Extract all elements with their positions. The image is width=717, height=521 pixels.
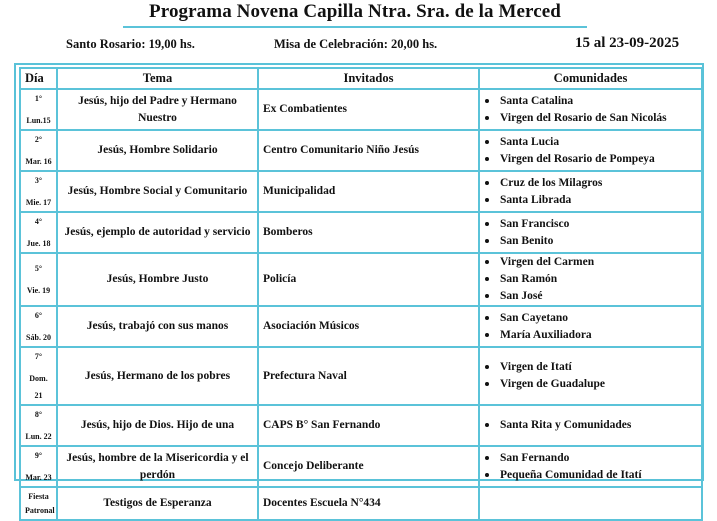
day-number: 5° — [34, 264, 43, 273]
invitados-cell: Concejo Deliberante — [258, 446, 479, 487]
invitados-cell: Municipalidad — [258, 171, 479, 212]
patronal-label: Patronal — [25, 505, 55, 515]
day-label: Mie. 17 — [25, 198, 52, 207]
day-cell — [20, 89, 57, 130]
comunidades-cell — [479, 253, 702, 306]
comunidades-cell — [479, 306, 702, 347]
day-label: Lun.15 — [26, 116, 51, 125]
page-title: Programa Novena Capilla Ntra. Sra. de la Merced — [149, 1, 561, 22]
table-row — [20, 253, 702, 306]
day-cell — [20, 405, 57, 446]
comunidades-cell — [479, 130, 702, 171]
invitados-cell: Docentes Escuela N°434 — [258, 487, 479, 520]
day-number: 4° — [34, 217, 43, 226]
program-table — [19, 67, 703, 521]
comunidades-cell — [479, 89, 702, 130]
day-label: Lun. 22 — [25, 432, 52, 441]
comunidades-cell — [479, 212, 702, 253]
list-item: Virgen de Guadalupe — [484, 376, 697, 393]
table-row — [20, 306, 702, 347]
tema-cell: Jesús, Hombre Solidario — [57, 130, 258, 171]
list-item: Virgen del Rosario de San Nicolás — [484, 110, 697, 127]
day-cell — [20, 446, 57, 487]
day-label: Mar. 16 — [25, 157, 52, 166]
invitados-cell: CAPS B° San Fernando — [258, 405, 479, 446]
day-number: 3° — [34, 176, 43, 185]
invitados-cell: Ex Combatientes — [258, 89, 479, 130]
list-item: Santa Lucia — [484, 134, 697, 151]
list-item: San Ramón — [484, 271, 697, 288]
list-item: San Benito — [484, 233, 697, 250]
table-row — [20, 347, 702, 405]
tema-cell: Jesús, hombre de la Misericordia y el perdón — [57, 446, 258, 487]
list-item: Virgen del Carmen — [484, 254, 697, 271]
list-item: Santa Catalina — [484, 93, 697, 110]
column-header-invitados: Invitados — [258, 68, 479, 89]
day-number: 2° — [34, 135, 43, 144]
day-cell — [20, 171, 57, 212]
table-header-row — [20, 68, 702, 89]
list-item: Virgen de Itatí — [484, 359, 697, 376]
tema-cell: Testigos de Esperanza — [57, 487, 258, 520]
column-header-dia: Día — [20, 68, 57, 89]
day-number: 8° — [34, 410, 43, 419]
list-item: María Auxiliadora — [484, 327, 697, 344]
tema-cell: Jesús, hijo de Dios. Hijo de una — [57, 405, 258, 446]
day-number: 9° — [34, 451, 43, 460]
day-number: 1° — [34, 94, 43, 103]
fiesta-label: Fiesta — [28, 491, 49, 501]
tema-cell: Jesús, Hombre Justo — [57, 253, 258, 306]
misa-time: Misa de Celebración: 20,00 hs. — [274, 37, 438, 51]
invitados-cell: Centro Comunitario Niño Jesús — [258, 130, 479, 171]
table-row — [20, 212, 702, 253]
day-label: Sáb. 20 — [26, 333, 51, 342]
list-item: San Fernando — [484, 450, 697, 467]
list-item: Virgen del Rosario de Pompeya — [484, 151, 697, 168]
day-number: 7° — [34, 352, 43, 361]
invitados-cell: Prefectura Naval — [258, 347, 479, 405]
day-number: 6° — [34, 311, 43, 320]
invitados-cell: Bomberos — [258, 212, 479, 253]
column-header-comunidades: Comunidades — [479, 68, 702, 89]
invitados-cell: Policía — [258, 253, 479, 306]
rosario-time: Santo Rosario: 19,00 hs. — [66, 37, 195, 51]
table-row — [20, 405, 702, 446]
table-row — [20, 130, 702, 171]
list-item: Santa Librada — [484, 192, 697, 209]
comunidades-cell — [479, 405, 702, 446]
list-item: San Francisco — [484, 216, 697, 233]
tema-cell: Jesús, trabajó con sus manos — [57, 306, 258, 347]
tema-cell: Jesús, Hermano de los pobres — [57, 347, 258, 405]
date-range: 15 al 23-09-2025 — [575, 35, 680, 51]
list-item: San José — [484, 288, 697, 305]
table-row — [20, 89, 702, 130]
tema-cell: Jesús, hijo del Padre y Hermano Nuestro — [57, 89, 258, 130]
table-row — [20, 171, 702, 212]
list-item: Pequeña Comunidad de Itatí — [484, 467, 697, 484]
day-cell — [20, 253, 57, 306]
comunidades-cell — [479, 171, 702, 212]
day-cell — [20, 212, 57, 253]
title-underline — [123, 26, 587, 28]
tema-cell: Jesús, Hombre Social y Comunitario — [57, 171, 258, 212]
list-item: Cruz de los Milagros — [484, 175, 697, 192]
day-cell — [20, 347, 57, 405]
column-header-tema: Tema — [57, 68, 258, 89]
comunidades-cell — [479, 347, 702, 405]
day-label: Mar. 23 — [25, 473, 52, 482]
day-cell — [20, 130, 57, 171]
day-label: Jue. 18 — [26, 239, 51, 248]
list-item: San Cayetano — [484, 310, 697, 327]
comunidades-cell — [479, 446, 702, 487]
list-item: Santa Rita y Comunidades — [484, 417, 697, 434]
table-row — [20, 446, 702, 487]
invitados-cell: Asociación Músicos — [258, 306, 479, 347]
day-cell — [20, 306, 57, 347]
day-label: Dom. 21 — [29, 374, 48, 400]
day-label: Vie. 19 — [26, 286, 51, 295]
tema-cell: Jesús, ejemplo de autoridad y servicio — [57, 212, 258, 253]
